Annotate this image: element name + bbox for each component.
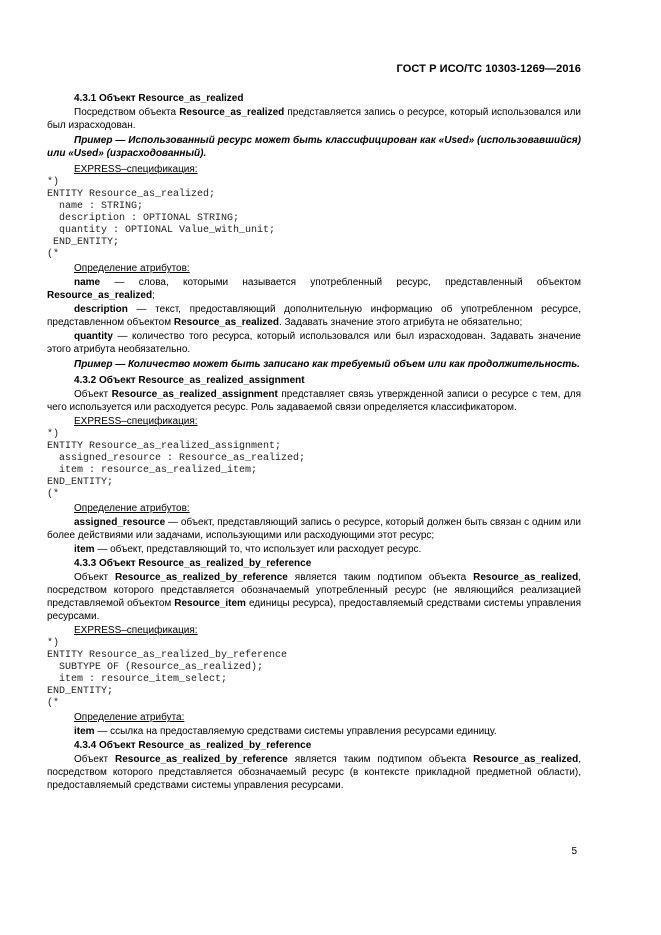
attribute-definition-assigned-resource: assigned_resource — объект, представляющий запись о ресурсе, который должен быть связан с одним или более действиями или задачами, использующими или расходующими этот ресурс;: [47, 517, 581, 541]
express-code-block: *) ENTITY Resource_as_realized_by_reference SUBTYPE OF (Resource_as_realized); item : resource_item_select; END_ENTITY; (*: [47, 638, 288, 709]
express-code-block: *) ENTITY Resource_as_realized; name : STRING; description : OPTIONAL STRING; quantity : OPTIONAL Value_with_unit; END_ENTITY; (*: [47, 177, 276, 260]
attributes-label: Определение атрибутов:: [74, 263, 190, 274]
attribute-definition-item: item — объект, представляющий то, что использует или расходует ресурс.: [74, 544, 422, 555]
section-intro-4-3-2: Объект Resource_as_realized_assignment представляет связь утвержденной записи о ресурсе с тем, для чего используется или расходуется ресурс. Роль задаваемой связи определяется классификатором.: [47, 389, 581, 413]
express-code-block: *) ENTITY Resource_as_realized_assignment; assigned_resource : Resource_as_realized; item : resource_as_realized_item; END_ENTITY; (*: [47, 429, 306, 500]
section-heading-4-3-1: 4.3.1 Объект Resource_as_realized: [74, 93, 244, 104]
section-intro-4-3-1: Посредством объекта Resource_as_realized представляется запись о ресурсе, который использовался или был израсходован.: [47, 107, 582, 131]
document-body: [47, 92, 581, 793]
page-number: 5: [571, 846, 577, 857]
section-heading-4-3-2: 4.3.2 Объект Resource_as_realized_assignment: [74, 375, 305, 386]
example-note: Пример — Использованный ресурс может быть классифицирован как «Used» (использовавшийся) или «Used» (израсходованный).: [47, 135, 581, 159]
attribute-definition-item: item — ссылка на предоставляемую средствами системы управления ресурсами единицу.: [74, 726, 497, 737]
express-spec-label: EXPRESS–спецификация:: [74, 625, 198, 636]
attribute-definition-quantity: quantity — количество того ресурса, который использовался или был израсходован. Задавать значение этого атрибута необязательно.: [47, 331, 581, 355]
express-spec-label: EXPRESS–спецификация:: [74, 416, 198, 427]
attributes-label: Определение атрибутов:: [74, 503, 190, 514]
attributes-label: Определение атрибута:: [74, 712, 185, 723]
section-heading-4-3-3: 4.3.3 Объект Resource_as_realized_by_reference: [74, 558, 312, 569]
express-spec-label: EXPRESS–спецификация:: [74, 164, 198, 175]
section-intro-4-3-4: Объект Resource_as_realized_by_reference является таким подтипом объекта Resource_as_realized, посредством которого представляется обозначаемый ресурс (в контексте прикладной предметной области), предоставляемый средствами системы управления ресурсами.: [47, 754, 581, 791]
document-code-header: ГОСТ Р ИСО/ТС 10303-1269—2016: [396, 63, 581, 75]
section-heading-4-3-4: 4.3.4 Объект Resource_as_realized_by_reference: [74, 740, 312, 751]
attribute-definition-description: description — текст, предоставляющий дополнительную информацию об употребленном ресурсе, представленном объектом Resource_as_realized. Задавать значение этого атрибута не обязательно;: [47, 304, 581, 328]
example-note: Пример — Количество может быть записано как требуемый объем или как продолжительность.: [74, 359, 580, 370]
attribute-definition-name: name — слова, которыми называется употребленный ресурс, представленный объектом Resource_as_realized;: [47, 277, 581, 301]
section-intro-4-3-3: Объект Resource_as_realized_by_reference является таким подтипом объекта Resource_as_realized, посредством которого представляется обозначаемый употребленный ресурс (не являющийся реализацией представляемой объектом Resource_item единицы ресурса), предоставляемый средствами системы управления ресурсами.: [47, 572, 581, 622]
